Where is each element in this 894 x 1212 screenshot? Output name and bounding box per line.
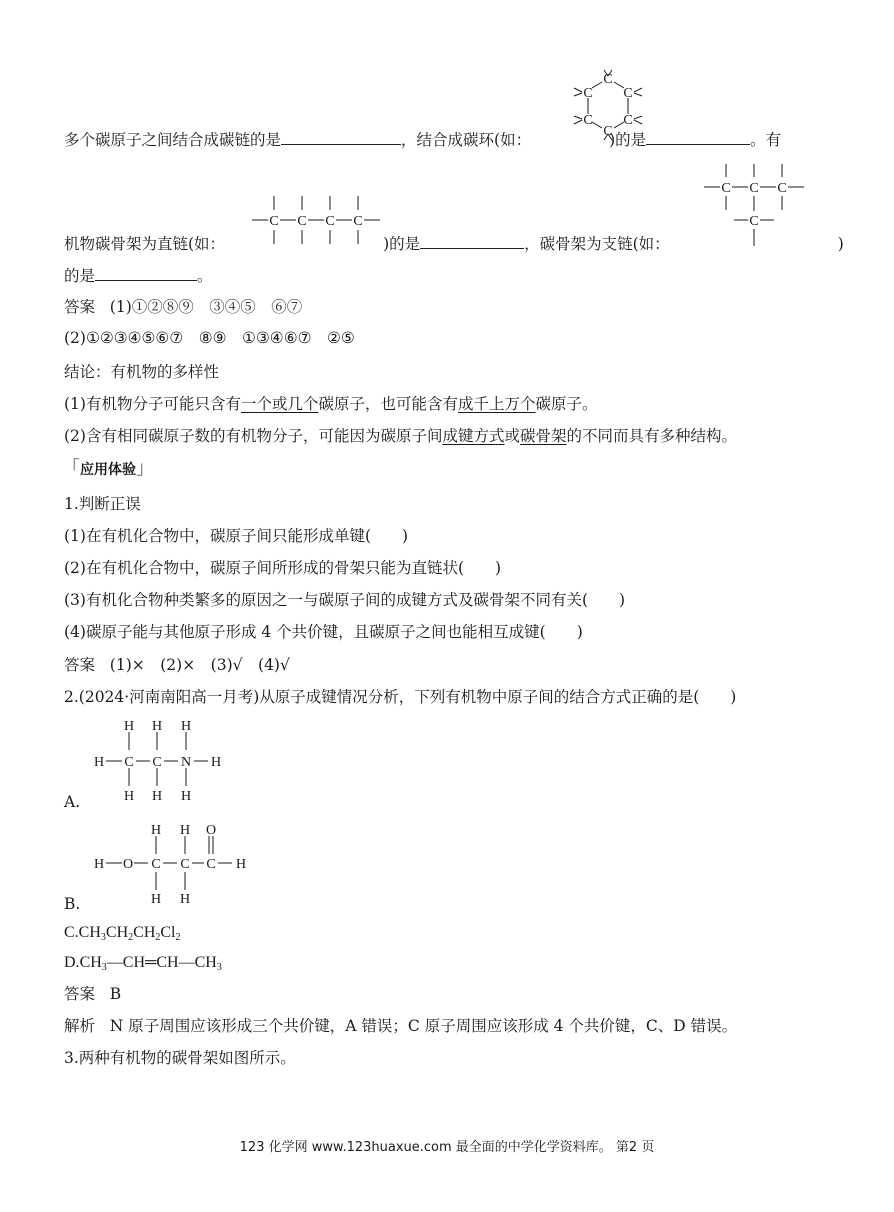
atom-label: N <box>180 755 192 770</box>
answer-text: (1)× (2)× (3)√ (4)√ <box>109 656 290 674</box>
intro-line-1 <box>64 128 781 151</box>
atom-label: H <box>235 857 247 872</box>
option-c <box>64 922 181 944</box>
answer-text: (2)①②③④⑤⑥⑦ ⑧⑨ ①③④⑥⑦ ②⑤ <box>64 329 355 347</box>
question-title: 1.判断正误 <box>64 495 141 513</box>
section-title: 应用体验 <box>80 462 136 478</box>
answer-label: 答案 <box>64 298 96 316</box>
atom-label: H <box>179 823 191 838</box>
section-heading <box>62 458 154 481</box>
underlined-term: 成键方式 <box>442 427 505 445</box>
intro-text: )的是 <box>383 235 421 253</box>
chain-atom: C <box>269 214 279 229</box>
atom-label: H <box>123 789 135 804</box>
atom-label: C <box>152 755 162 770</box>
atom-label: H <box>151 719 163 734</box>
formula-part: CH <box>133 924 156 941</box>
intro-text: 。 <box>197 267 213 285</box>
answer-label: 答案 <box>64 656 96 674</box>
page-footer: 123 化学网 www.123huaxue.com 最全面的中学化学资料库。 第2 页 <box>239 1140 655 1155</box>
atom-label: H <box>93 857 105 872</box>
answer-label: 答案 <box>64 985 96 1003</box>
option-a-structure <box>90 716 240 806</box>
conclusion-text: 或 <box>504 427 520 445</box>
underlined-term: 碳骨架 <box>520 427 567 445</box>
atom-label: H <box>180 719 192 734</box>
conclusion-text: 碳原子，也可能含有 <box>318 395 458 413</box>
bracket-open: 「 <box>62 458 80 479</box>
question-item: (3)有机化合物种类繁多的原因之一与碳原子间的成键方式及碳骨架不同有关( ) <box>64 591 626 609</box>
ring-atom: C <box>623 113 633 128</box>
atom-label: O <box>205 823 217 838</box>
option-c-prefix: C. <box>64 924 79 941</box>
atom-label: H <box>179 892 191 907</box>
atom-label: C <box>180 857 190 872</box>
intro-text: ，结合成碳环(如： <box>401 131 532 149</box>
chain-atom: C <box>353 214 363 229</box>
answer-text: B <box>109 985 122 1003</box>
analysis-row <box>64 1015 737 1037</box>
intro-text: ，碳骨架为支链(如： <box>524 235 670 253</box>
option-b-structure <box>90 820 260 910</box>
formula-part: —CH═CH—CH <box>106 954 217 971</box>
intro-text: ) <box>837 235 844 253</box>
atom-label: O <box>122 857 134 872</box>
conclusion-line-2 <box>64 425 737 447</box>
intro-text: 多个碳原子之间结合成碳链的是 <box>64 131 282 149</box>
conclusion-text: (1)有机物分子可能只含有 <box>64 395 241 413</box>
formula-part: Cl <box>160 924 176 941</box>
analysis-label: 解析 <box>64 1017 96 1035</box>
chain-atom: C <box>749 214 759 229</box>
atom-label: C <box>151 857 161 872</box>
answer-blank <box>95 264 197 281</box>
option-d <box>64 952 222 974</box>
branched-chain-diagram <box>702 160 814 250</box>
formula-part: CH <box>79 954 102 971</box>
answer-row <box>64 654 290 676</box>
conclusion-line-1 <box>64 393 598 415</box>
option-a-label: A. <box>64 793 81 811</box>
question-stem: 3.两种有机物的碳骨架如图所示。 <box>64 1049 296 1067</box>
ring-atom: C <box>583 113 593 128</box>
question-stem: 2.(2024·河南南阳高一月考)从原子成键情况分析，下列有机物中原子间的结合方式正确的是( ) <box>64 688 737 706</box>
carbon-ring-diagram <box>568 64 648 146</box>
atom-label: C <box>206 857 216 872</box>
answer-row <box>64 983 121 1005</box>
answer-text: (1)①②⑧⑨ ③④⑤ ⑥⑦ <box>109 298 303 316</box>
conclusion-text: 的不同而具有多种结构。 <box>566 427 738 445</box>
underlined-term: 成千上万个 <box>458 395 536 413</box>
atom-label: H <box>210 755 222 770</box>
underlined-term: 一个或几个 <box>240 395 319 413</box>
atom-label: H <box>150 823 162 838</box>
formula-part: CH <box>78 924 101 941</box>
intro-line-3 <box>64 264 213 287</box>
chain-atom: C <box>777 181 787 196</box>
question-item: (2)在有机化合物中，碳原子间所形成的骨架只能为直链状( ) <box>64 559 502 577</box>
answer-row <box>64 327 355 349</box>
ring-atom: C <box>583 86 593 101</box>
atom-label: C <box>124 755 134 770</box>
question-item: (1)在有机化合物中，碳原子间只能形成单键( ) <box>64 527 409 545</box>
intro-text: 。有 <box>750 131 782 149</box>
atom-label: H <box>180 789 192 804</box>
ring-atom: C <box>603 72 613 87</box>
intro-text: 机物碳骨架为直链(如： <box>64 235 226 253</box>
conclusion-text: 碳原子。 <box>535 395 598 413</box>
analysis-text: N 原子周围应该形成三个共价键，A 错误；C 原子周围应该形成 4 个共价键，C、D 错误。 <box>109 1017 738 1035</box>
bracket-close: 」 <box>136 458 154 479</box>
answer-blank <box>420 232 524 249</box>
answer-blank <box>646 128 750 145</box>
conclusion-text: (2)含有相同碳原子数的有机物分子，可能因为碳原子间 <box>64 427 443 445</box>
atom-label: H <box>151 789 163 804</box>
formula-subscript: 3 <box>101 962 107 973</box>
formula-subscript: 2 <box>175 932 181 943</box>
conclusion-title: 结论：有机物的多样性 <box>64 363 220 381</box>
chain-atom: C <box>325 214 335 229</box>
straight-chain-diagram <box>250 192 386 248</box>
formula-subscript: 3 <box>100 932 106 943</box>
atom-label: H <box>123 719 135 734</box>
answer-blank <box>281 128 401 145</box>
atom-label: H <box>150 892 162 907</box>
intro-text: 的是 <box>64 267 96 285</box>
intro-text: )的是 <box>609 131 647 149</box>
chain-atom: C <box>749 181 759 196</box>
formula-subscript: 2 <box>155 932 161 943</box>
answer-row <box>64 296 302 318</box>
formula-subscript: 2 <box>128 932 134 943</box>
ring-atom: C <box>623 86 633 101</box>
ring-atom: C <box>603 124 613 139</box>
chain-atom: C <box>297 214 307 229</box>
atom-label: H <box>93 755 105 770</box>
formula-subscript: 3 <box>216 962 222 973</box>
option-d-prefix: D. <box>64 954 80 971</box>
question-item: (4)碳原子能与其他原子形成 4 个共价键，且碳原子之间也能相互成键( ) <box>64 623 583 641</box>
formula-part: CH <box>105 924 129 941</box>
chain-atom: C <box>721 181 731 196</box>
option-b-label: B. <box>64 895 81 913</box>
